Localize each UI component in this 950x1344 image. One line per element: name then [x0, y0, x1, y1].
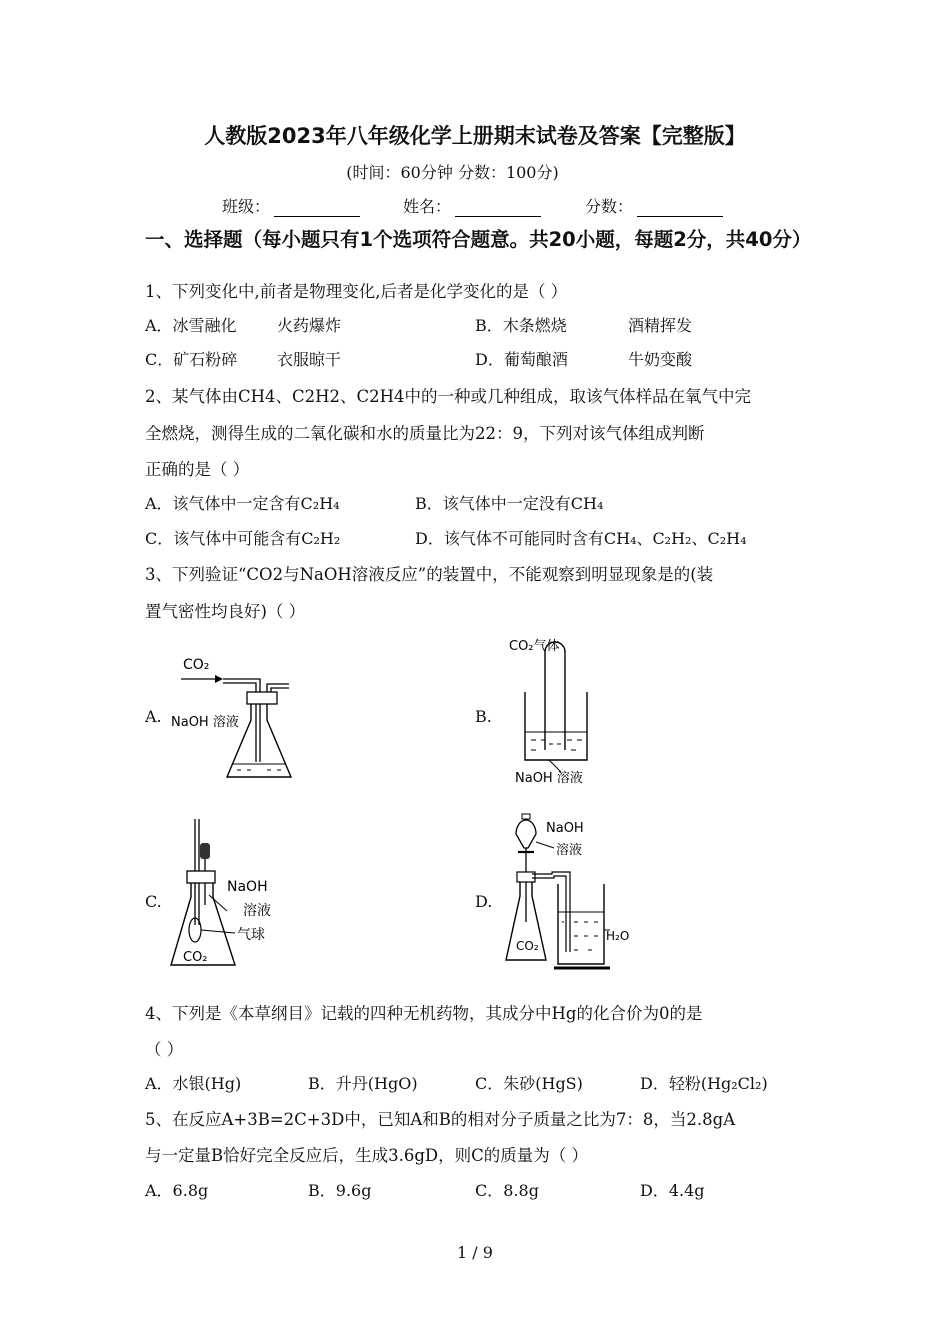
apparatus-d-figure	[500, 812, 640, 972]
apparatus-a-figure	[165, 652, 305, 787]
test-tube	[545, 642, 565, 750]
q1-option-d1: D．葡萄酿酒	[475, 350, 568, 369]
name-field	[403, 194, 541, 217]
q2-option-c: C．该气体中可能含有C₂H₂	[145, 529, 341, 548]
q3-label-b: B.	[475, 707, 492, 726]
q1-option-c2: 衣服晾干	[277, 350, 342, 369]
q2-option-d: D．该气体不可能同时含有CH₄、C₂H₂、C₂H₄	[415, 529, 747, 548]
class-blank	[274, 200, 360, 217]
class-label: 班级：	[222, 197, 271, 216]
class-field	[222, 194, 360, 217]
stopper	[187, 871, 215, 883]
q5-option-d: D．4.4g	[640, 1181, 705, 1200]
q4-option-d: D．轻粉(Hg₂Cl₂)	[640, 1074, 768, 1093]
apparatus-b-figure	[505, 632, 615, 790]
q2-option-b: B．该气体中一定没有CH₄	[415, 494, 604, 513]
beaker	[558, 884, 604, 964]
q4-option-b: B．升丹(HgO)	[308, 1074, 418, 1093]
figC-gas-label: CO₂	[183, 950, 208, 965]
stopper	[247, 692, 277, 704]
q2-stem-line3: 正确的是（ ）	[145, 460, 250, 479]
q1-stem: 1、下列变化中,前者是物理变化,后者是化学变化的是（ ）	[145, 282, 568, 301]
q1-option-d2: 牛奶变酸	[628, 350, 693, 369]
figB-solution-label: NaOH 溶液	[515, 771, 583, 786]
separatory-funnel	[516, 820, 536, 848]
q3-stem-line1: 3、下列验证“CO2与NaOH溶液反应”的装置中，不能观察到明显现象是的(装	[145, 565, 714, 584]
q5-option-c: C．8.8g	[475, 1181, 539, 1200]
q4-option-a: A．水银(Hg)	[145, 1074, 242, 1093]
q2-option-a: A．该气体中一定含有C₂H₄	[145, 494, 340, 513]
q1-option-c1: C．矿石粉碎	[145, 350, 238, 369]
page-number: 1 / 9	[457, 1243, 493, 1262]
figC-balloon-label: 气球	[237, 927, 265, 943]
arrow-head	[215, 675, 223, 683]
q4-option-c: C．朱砂(HgS)	[475, 1074, 583, 1093]
q4-stem-line1: 4、下列是《本草纲目》记载的四种无机药物，其成分中Hg的化合价为0的是	[145, 1004, 703, 1023]
exam-time-score: (时间：60分钟 分数：100分)	[346, 163, 559, 182]
figA-gas-label: CO₂	[183, 657, 210, 673]
q2-stem-line1: 2、某气体由CH4、C2H2、C2H4中的一种或几种组成，取该气体样品在氧气中完	[145, 387, 752, 406]
q2-stem-line2: 全燃烧，测得生成的二氧化碳和水的质量比为22：9，下列对该气体组成判断	[145, 424, 705, 443]
q5-stem-line2: 与一定量B恰好完全反应后，生成3.6gD，则C的质量为（ ）	[145, 1146, 589, 1165]
figD-water-label: H₂O	[606, 929, 630, 943]
apparatus-c-figure	[165, 815, 305, 970]
name-label: 姓名：	[403, 197, 452, 216]
figD-naoh-label: NaOH	[546, 821, 584, 836]
q4-stem-line2: （ ）	[145, 1040, 184, 1059]
score-blank	[637, 200, 723, 217]
figD-gas-label: CO₂	[516, 939, 539, 953]
figD-solution-label: 溶液	[556, 843, 583, 858]
name-blank	[455, 200, 541, 217]
dropper-bulb	[200, 843, 210, 859]
q1-option-b1: B．木条燃烧	[475, 316, 567, 335]
figC-naoh-label: NaOH	[227, 879, 268, 895]
q1-option-a1: A．冰雪融化	[145, 316, 237, 335]
q1-option-b2: 酒精挥发	[628, 316, 693, 335]
q5-stem-line1: 5、在反应A+3B=2C+3D中，已知A和B的相对分子质量之比为7：8，当2.8gA	[145, 1110, 736, 1129]
q3-stem-line2: 置气密性均良好)（ ）	[145, 602, 306, 621]
page-title: 人教版2023年八年级化学上册期末试卷及答案【完整版】	[204, 124, 746, 148]
q5-option-b: B．9.6g	[308, 1181, 372, 1200]
figB-gas-label: CO₂气体	[509, 639, 560, 654]
q1-option-a2: 火药爆炸	[277, 316, 342, 335]
q3-label-c: C.	[145, 892, 162, 911]
figC-solution-label: 溶液	[243, 903, 271, 919]
q3-label-d: D.	[475, 892, 493, 911]
score-label: 分数：	[585, 197, 634, 216]
q3-label-a: A.	[145, 707, 162, 726]
score-field	[585, 194, 723, 217]
figA-solution-label: NaOH 溶液	[171, 715, 239, 730]
q5-option-a: A．6.8g	[145, 1181, 209, 1200]
section-heading: 一、选择题（每小题只有1个选项符合题意。共20小题，每题2分，共40分）	[145, 228, 812, 251]
